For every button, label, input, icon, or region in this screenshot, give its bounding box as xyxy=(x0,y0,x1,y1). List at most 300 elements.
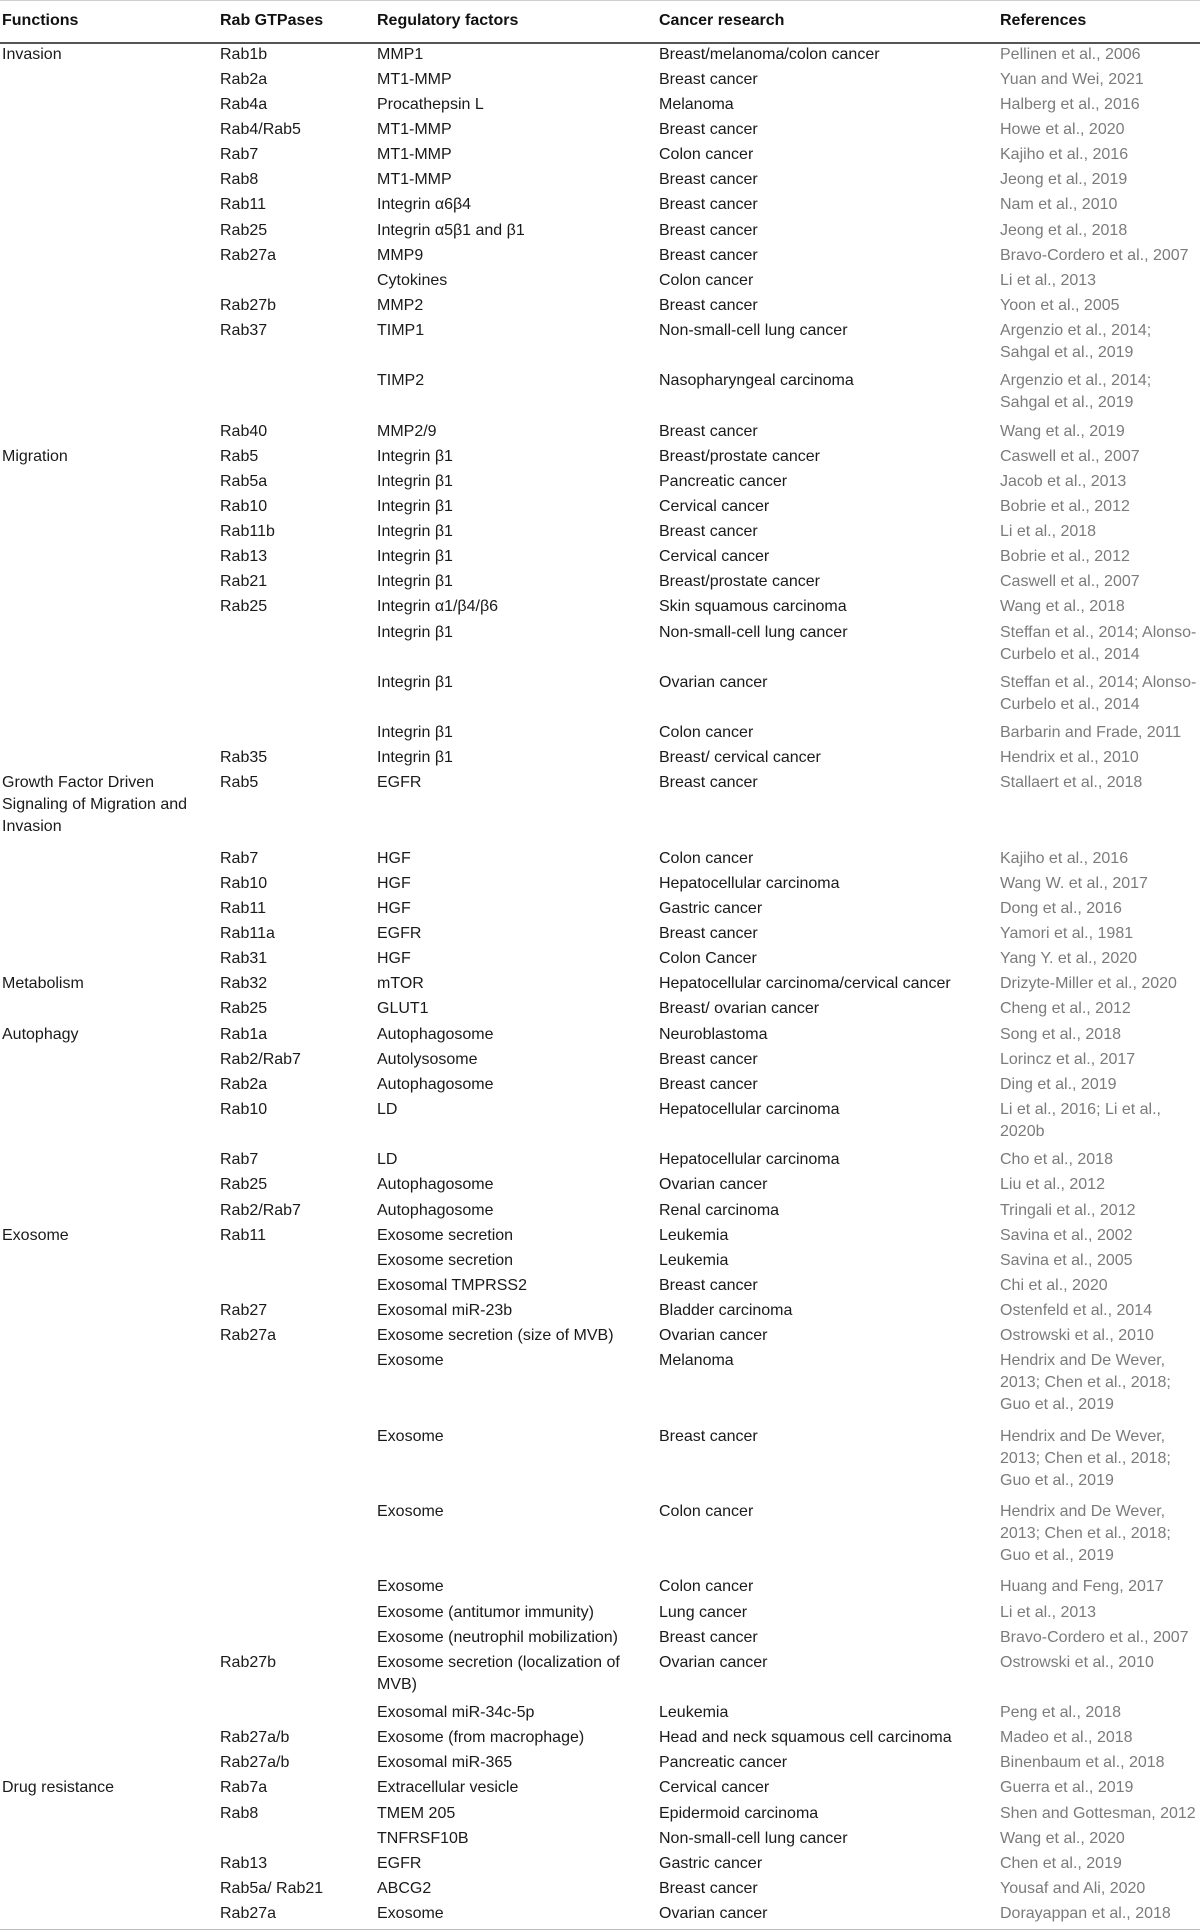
cell-cancer: Hepatocellular carcinoma/cervical cancer xyxy=(659,975,951,993)
cell-reference: Howe et al., 2020 xyxy=(1000,121,1125,139)
cell-regulatory-factor: Integrin α6β4 xyxy=(377,196,472,214)
cell-cancer: Breast cancer xyxy=(659,1050,758,1068)
cell-function xyxy=(0,220,218,245)
cell-reference: Pellinen et al., 2006 xyxy=(1000,45,1141,63)
cell-rab-gtpase: Rab2/Rab7 xyxy=(220,1201,301,1219)
cell-function xyxy=(0,320,218,370)
cell-regulatory-factor: Integrin β1 xyxy=(377,472,453,490)
table-row xyxy=(0,446,1200,471)
cell-reference: Huang and Feng, 2017 xyxy=(1000,1578,1164,1596)
cell-reference: Li et al., 2013 xyxy=(1000,271,1097,289)
cell-cancer: Ovarian cancer xyxy=(657,1903,998,1929)
table-row xyxy=(0,1275,1200,1300)
table-row xyxy=(0,1074,1200,1099)
table-row xyxy=(0,270,1200,295)
table-row xyxy=(0,1250,1200,1275)
cell-reference: Yousaf and Ali, 2020 xyxy=(1000,1879,1146,1897)
cell-regulatory-factor: TIMP1 xyxy=(377,322,425,340)
cell-cancer: Breast cancer xyxy=(659,774,758,792)
cell-cancer: Breast cancer xyxy=(659,296,758,314)
cell-reference: Ostenfeld et al., 2014 xyxy=(1000,1302,1153,1319)
table-row xyxy=(0,1350,1200,1425)
cell-rab-gtpase: Rab10 xyxy=(220,1100,268,1118)
table-row xyxy=(0,672,1200,722)
cell-reference: Bobrie et al., 2012 xyxy=(1000,497,1130,515)
cell-rab-gtpase xyxy=(218,1501,375,1576)
cell-cancer: Ovarian cancer xyxy=(659,1176,768,1194)
cell-regulatory-factor: Autophagosome xyxy=(377,1075,494,1093)
cell-function xyxy=(0,1200,218,1225)
cell-reference: Savina et al., 2005 xyxy=(1000,1251,1133,1269)
cell-cancer: Hepatocellular carcinoma xyxy=(659,1151,840,1169)
cell-rab-gtpase: Rab27 xyxy=(220,1302,268,1319)
cell-cancer: Neuroblastoma xyxy=(659,1025,768,1043)
cell-rab-gtpase: Rab31 xyxy=(220,950,268,968)
cell-cancer: Lung cancer xyxy=(659,1603,748,1621)
cell-regulatory-factor: MT1-MMP xyxy=(377,171,452,189)
cell-function xyxy=(0,270,218,295)
header-functions: Functions xyxy=(0,1,218,43)
cell-rab-gtpase: Rab25 xyxy=(220,1000,268,1018)
cell-rab-gtpase xyxy=(218,1275,375,1300)
cell-reference: Bravo-Cordero et al., 2007 xyxy=(1000,246,1189,264)
cell-reference: Barbarin and Frade, 2011 xyxy=(1000,724,1182,742)
cell-rab-gtpase: Rab10 xyxy=(220,874,268,892)
cell-reference: Bravo-Cordero et al., 2007 xyxy=(1000,1628,1189,1646)
cell-function xyxy=(0,169,218,194)
cell-reference: Savina et al., 2002 xyxy=(1000,1226,1133,1244)
cell-rab-gtpase xyxy=(218,722,375,747)
cell-reference: Madeo et al., 2018 xyxy=(1000,1729,1133,1747)
cell-cancer: Colon cancer xyxy=(659,1503,754,1521)
cell-cancer: Nasopharyngeal carcinoma xyxy=(659,372,854,390)
cell-reference: Steffan et al., 2014; Alonso-Curbelo et al., 2014 xyxy=(1000,623,1197,663)
cell-cancer: Head and neck squamous cell carcinoma xyxy=(659,1729,952,1747)
cell-rab-gtpase: Rab11b xyxy=(220,523,275,541)
cell-rab-gtpase xyxy=(218,1627,375,1652)
cell-rab-gtpase: Rab11 xyxy=(220,196,266,214)
cell-reference: Dong et al., 2016 xyxy=(1000,899,1122,917)
table-row xyxy=(0,1049,1200,1074)
cell-regulatory-factor: Integrin β1 xyxy=(377,548,453,566)
cell-reference: Hendrix and De Wever, 2013; Chen et al., 2018; Guo et al., 2019 xyxy=(1000,1503,1171,1565)
cell-regulatory-factor: MT1-MMP xyxy=(377,70,452,88)
cell-rab-gtpase: Rab11a xyxy=(220,925,275,943)
cell-cancer: Gastric cancer xyxy=(659,1854,763,1872)
cell-function xyxy=(0,69,218,94)
cell-function xyxy=(0,1325,218,1350)
cell-function xyxy=(0,94,218,119)
cell-regulatory-factor: EGFR xyxy=(377,774,422,792)
cell-reference: Cho et al., 2018 xyxy=(1000,1151,1113,1169)
cell-rab-gtpase xyxy=(218,1576,375,1601)
table-row xyxy=(0,772,1200,847)
cell-cancer: Non-small-cell lung cancer xyxy=(659,623,848,641)
cell-rab-gtpase xyxy=(218,1426,375,1501)
cell-reference: Hendrix and De Wever, 2013; Chen et al., 2018; Guo et al., 2019 xyxy=(1000,1352,1171,1414)
cell-regulatory-factor: HGF xyxy=(377,950,411,968)
cell-cancer: Skin squamous carcinoma xyxy=(659,598,847,616)
cell-reference: Shen and Gottesman, 2012 xyxy=(1000,1804,1196,1822)
cell-reference: Ostrowski et al., 2010 xyxy=(1000,1653,1154,1671)
cell-regulatory-factor: Exosomal miR-23b xyxy=(377,1302,513,1319)
cell-regulatory-factor: Integrin β1 xyxy=(377,749,453,767)
table-row xyxy=(0,722,1200,747)
cell-function xyxy=(0,1727,218,1752)
cell-function: Invasion xyxy=(2,45,62,63)
cell-rab-gtpase: Rab32 xyxy=(220,975,268,993)
cell-reference: Song et al., 2018 xyxy=(1000,1025,1121,1043)
cell-reference: Li et al., 2013 xyxy=(1000,1603,1097,1621)
table-row xyxy=(0,1501,1200,1576)
cell-rab-gtpase: Rab4a xyxy=(220,95,268,113)
table-row xyxy=(0,320,1200,370)
table-row xyxy=(0,521,1200,546)
table-row xyxy=(0,69,1200,94)
cell-rab-gtpase: Rab35 xyxy=(220,749,268,767)
cell-cancer: Breast/ ovarian cancer xyxy=(659,1000,820,1018)
table-row xyxy=(0,295,1200,320)
cell-function xyxy=(0,546,218,571)
table-row xyxy=(0,1149,1200,1174)
table-row xyxy=(0,898,1200,923)
cell-reference: Yuan and Wei, 2021 xyxy=(1000,70,1144,88)
cell-regulatory-factor: mTOR xyxy=(377,975,424,993)
cell-regulatory-factor: LD xyxy=(377,1151,398,1169)
table-row xyxy=(0,848,1200,873)
cell-reference: Chi et al., 2020 xyxy=(1000,1276,1108,1294)
cell-reference: Kajiho et al., 2016 xyxy=(1000,849,1129,867)
cell-cancer: Gastric cancer xyxy=(659,899,763,917)
cell-rab-gtpase xyxy=(218,1602,375,1627)
table-row xyxy=(0,1426,1200,1501)
cell-regulatory-factor: MT1-MMP xyxy=(377,146,452,164)
cell-cancer: Breast cancer xyxy=(659,1075,758,1093)
header-cancer-research: Cancer research xyxy=(657,1,998,43)
cell-function xyxy=(0,622,218,672)
cell-reference: Yamori et al., 1981 xyxy=(1000,925,1134,943)
table-row xyxy=(0,1099,1200,1149)
cell-function xyxy=(0,1853,218,1878)
cell-rab-gtpase: Rab1b xyxy=(220,45,268,63)
cell-cancer: Breast/melanoma/colon cancer xyxy=(659,45,880,63)
cell-cancer: Breast cancer xyxy=(659,1879,758,1897)
cell-function xyxy=(0,370,218,420)
cell-rab-gtpase: Rab4/Rab5 xyxy=(220,121,301,139)
table-row xyxy=(0,1803,1200,1828)
cell-cancer: Breast cancer xyxy=(659,1628,758,1646)
cell-function xyxy=(0,1250,218,1275)
cell-cancer: Ovarian cancer xyxy=(659,1327,768,1345)
cell-regulatory-factor: Exosome secretion (size of MVB) xyxy=(377,1327,614,1345)
cell-regulatory-factor: Exosome (antitumor immunity) xyxy=(377,1603,594,1621)
cell-rab-gtpase xyxy=(218,370,375,420)
cell-cancer: Breast cancer xyxy=(659,523,758,541)
cell-function: Exosome xyxy=(2,1226,69,1244)
cell-regulatory-factor: Autophagosome xyxy=(377,1025,494,1043)
cell-function xyxy=(0,873,218,898)
table-row xyxy=(0,245,1200,270)
table-row xyxy=(0,1828,1200,1853)
cell-regulatory-factor: GLUT1 xyxy=(377,1000,429,1018)
cell-rab-gtpase: Rab5 xyxy=(220,447,259,465)
cell-cancer: Colon cancer xyxy=(659,271,754,289)
cell-function xyxy=(0,1275,218,1300)
cell-function xyxy=(0,1149,218,1174)
cell-regulatory-factor: HGF xyxy=(377,874,411,892)
cell-function xyxy=(0,898,218,923)
cell-regulatory-factor: Procathepsin L xyxy=(377,95,484,113)
cell-function xyxy=(0,722,218,747)
table-row xyxy=(0,421,1200,446)
cell-reference: Yang Y. et al., 2020 xyxy=(1000,950,1138,968)
cell-reference: Li et al., 2016; Li et al., 2020b xyxy=(1000,1100,1161,1140)
cell-reference: Peng et al., 2018 xyxy=(1000,1704,1121,1722)
cell-regulatory-factor: Exosome secretion xyxy=(377,1251,514,1269)
cell-regulatory-factor: EGFR xyxy=(377,925,422,943)
table-row xyxy=(0,1702,1200,1727)
table-row xyxy=(0,1903,1200,1929)
cell-function xyxy=(0,119,218,144)
cell-regulatory-factor: Exosomal TMPRSS2 xyxy=(377,1276,527,1294)
cell-reference: Li et al., 2018 xyxy=(1000,523,1097,541)
cell-regulatory-factor: Exosome secretion xyxy=(377,1226,514,1244)
cell-regulatory-factor: Exosome xyxy=(377,1352,444,1370)
cell-function xyxy=(0,144,218,169)
cell-cancer: Hepatocellular carcinoma xyxy=(659,1100,840,1118)
cell-rab-gtpase: Rab21 xyxy=(220,573,268,591)
cell-regulatory-factor: Integrin β1 xyxy=(377,673,453,691)
table-row xyxy=(0,923,1200,948)
cell-regulatory-factor: Exosome xyxy=(377,1427,444,1445)
cell-rab-gtpase: Rab40 xyxy=(220,422,268,440)
cell-rab-gtpase: Rab27a/b xyxy=(220,1754,290,1772)
cell-cancer: Ovarian cancer xyxy=(659,673,768,691)
cell-rab-gtpase: Rab25 xyxy=(220,1176,268,1194)
cell-regulatory-factor: Autophagosome xyxy=(377,1176,494,1194)
cell-regulatory-factor: TIMP2 xyxy=(377,372,425,390)
table-row xyxy=(0,622,1200,672)
table-row xyxy=(0,1225,1200,1250)
cell-reference: Tringali et al., 2012 xyxy=(1000,1201,1136,1219)
cell-function xyxy=(0,1174,218,1199)
cell-regulatory-factor: Integrin β1 xyxy=(377,724,453,742)
cell-function: Autophagy xyxy=(2,1025,79,1043)
cell-function xyxy=(0,1350,218,1425)
table-row xyxy=(0,1200,1200,1225)
cell-regulatory-factor: TNFRSF10B xyxy=(377,1829,469,1847)
cell-cancer: Breast cancer xyxy=(659,196,758,214)
table-row xyxy=(0,370,1200,420)
cell-rab-gtpase: Rab7 xyxy=(220,1151,259,1169)
cell-cancer: Breast/prostate cancer xyxy=(659,447,820,465)
cell-function: Migration xyxy=(2,447,68,465)
cell-cancer: Hepatocellular carcinoma xyxy=(659,874,840,892)
cell-reference: Yoon et al., 2005 xyxy=(1000,296,1120,314)
cell-reference: Hendrix and De Wever, 2013; Chen et al., 2018; Guo et al., 2019 xyxy=(1000,1427,1171,1489)
cell-reference: Chen et al., 2019 xyxy=(1000,1854,1122,1872)
cell-function xyxy=(0,1099,218,1149)
cell-reference: Wang et al., 2020 xyxy=(1000,1829,1125,1847)
cell-rab-gtpase: Rab27b xyxy=(220,296,277,314)
cell-regulatory-factor: MT1-MMP xyxy=(377,121,452,139)
cell-function xyxy=(0,571,218,596)
cell-cancer: Breast/ cervical cancer xyxy=(659,749,821,767)
table-body xyxy=(0,43,1200,1930)
cell-rab-gtpase xyxy=(218,1828,375,1853)
cell-regulatory-factor: MMP2/9 xyxy=(377,422,437,440)
cell-reference: Liu et al., 2012 xyxy=(1000,1176,1105,1194)
table-row xyxy=(0,496,1200,521)
cell-rab-gtpase xyxy=(218,1702,375,1727)
cell-regulatory-factor: Autophagosome xyxy=(377,1201,494,1219)
cell-rab-gtpase xyxy=(218,672,375,722)
cell-function xyxy=(0,421,218,446)
table-row xyxy=(0,1602,1200,1627)
cell-reference: Jeong et al., 2019 xyxy=(1000,171,1128,189)
cell-rab-gtpase: Rab25 xyxy=(220,598,268,616)
cell-regulatory-factor: Integrin α1/β4/β6 xyxy=(377,598,499,616)
cell-rab-gtpase: Rab10 xyxy=(220,497,268,515)
cell-function: Metabolism xyxy=(2,975,84,993)
header-rab-gtpases: Rab GTPases xyxy=(218,1,375,43)
cell-rab-gtpase: Rab27a xyxy=(220,246,277,264)
table-row xyxy=(0,1727,1200,1752)
cell-cancer: Colon cancer xyxy=(659,1578,754,1596)
cell-cancer: Non-small-cell lung cancer xyxy=(659,1829,848,1847)
table-row xyxy=(0,1652,1200,1702)
cell-reference: Wang et al., 2018 xyxy=(1000,598,1125,616)
cell-rab-gtpase xyxy=(218,622,375,672)
cell-function: Drug resistance xyxy=(2,1779,115,1797)
cell-rab-gtpase: Rab2/Rab7 xyxy=(220,1050,301,1068)
cell-rab-gtpase: Rab7a xyxy=(220,1779,268,1797)
table-row xyxy=(0,94,1200,119)
cell-cancer: Colon cancer xyxy=(659,724,754,742)
cell-cancer: Breast cancer xyxy=(659,422,758,440)
header-references: References xyxy=(998,1,1200,43)
table-row xyxy=(0,1300,1200,1325)
cell-rab-gtpase: Rab37 xyxy=(220,322,268,340)
header-row xyxy=(0,1,1200,43)
cell-rab-gtpase: Rab27b xyxy=(220,1653,277,1671)
cell-regulatory-factor: MMP9 xyxy=(377,246,424,264)
cell-function xyxy=(0,1576,218,1601)
table-row xyxy=(0,596,1200,621)
cell-reference: Bobrie et al., 2012 xyxy=(1000,548,1130,566)
cell-rab-gtpase: Rab27a xyxy=(220,1327,277,1345)
cell-reference: Dorayappan et al., 2018 xyxy=(998,1903,1200,1929)
cell-regulatory-factor: Exosome secretion (localization of MVB) xyxy=(377,1653,620,1693)
cell-rab-gtpase xyxy=(218,1250,375,1275)
cell-function xyxy=(0,1074,218,1099)
cell-cancer: Leukemia xyxy=(659,1251,729,1269)
cell-function xyxy=(0,521,218,546)
cell-function xyxy=(0,1300,218,1325)
cell-cancer: Breast cancer xyxy=(659,171,758,189)
cell-reference: Caswell et al., 2007 xyxy=(1000,447,1140,465)
table-row xyxy=(0,220,1200,245)
table-row xyxy=(0,747,1200,772)
table-row xyxy=(0,169,1200,194)
cell-function xyxy=(0,1828,218,1853)
cell-cancer: Cervical cancer xyxy=(659,548,770,566)
cell-regulatory-factor: Exosome xyxy=(377,1503,444,1521)
table-row xyxy=(0,1576,1200,1601)
cell-rab-gtpase: Rab1a xyxy=(220,1025,268,1043)
cell-function xyxy=(0,496,218,521)
table-row xyxy=(0,43,1200,69)
cell-regulatory-factor: TMEM 205 xyxy=(377,1804,456,1822)
cell-cancer: Breast/prostate cancer xyxy=(659,573,820,591)
table-row xyxy=(0,998,1200,1023)
cell-regulatory-factor: Integrin β1 xyxy=(377,573,453,591)
cell-cancer: Cervical cancer xyxy=(659,497,770,515)
cell-reference: Jeong et al., 2018 xyxy=(1000,221,1128,239)
cell-rab-gtpase: Rab5a xyxy=(220,472,268,490)
cell-reference: Caswell et al., 2007 xyxy=(1000,573,1140,591)
cell-reference: Ostrowski et al., 2010 xyxy=(1000,1327,1154,1345)
table-row xyxy=(0,571,1200,596)
table-row xyxy=(0,119,1200,144)
cell-regulatory-factor: Exosome (neutrophil mobilization) xyxy=(377,1628,618,1646)
table-row xyxy=(0,973,1200,998)
cell-function xyxy=(0,1702,218,1727)
cell-rab-gtpase: Rab27a/b xyxy=(220,1729,290,1747)
cell-rab-gtpase: Rab2a xyxy=(220,1075,268,1093)
cell-rab-gtpase: Rab27a xyxy=(218,1903,375,1929)
cell-cancer: Leukemia xyxy=(659,1704,729,1722)
cell-reference: Binenbaum et al., 2018 xyxy=(1000,1754,1165,1772)
table-row xyxy=(0,1325,1200,1350)
cell-cancer: Breast cancer xyxy=(659,70,758,88)
cell-cancer: Breast cancer xyxy=(659,925,758,943)
cell-regulatory-factor: Autolysosome xyxy=(377,1050,478,1068)
cell-reference: Nam et al., 2010 xyxy=(1000,196,1118,214)
cell-reference: Stallaert et al., 2018 xyxy=(1000,774,1143,792)
table-row xyxy=(0,194,1200,219)
cell-function xyxy=(0,923,218,948)
cell-regulatory-factor: Exosome xyxy=(375,1903,657,1929)
cell-regulatory-factor: Integrin β1 xyxy=(377,623,453,641)
cell-regulatory-factor: LD xyxy=(377,1100,398,1118)
cell-regulatory-factor: Exosome (from macrophage) xyxy=(377,1729,585,1747)
cell-regulatory-factor: Integrin β1 xyxy=(377,523,453,541)
cell-cancer: Breast cancer xyxy=(659,1276,758,1294)
cell-rab-gtpase: Rab7 xyxy=(220,146,259,164)
cell-rab-gtpase: Rab5 xyxy=(220,774,259,792)
cell-cancer: Pancreatic cancer xyxy=(659,1754,788,1772)
cell-rab-gtpase xyxy=(218,270,375,295)
cell-function xyxy=(0,1803,218,1828)
cell-function: Growth Factor Driven Signaling of Migration and Invasion xyxy=(2,774,188,836)
cell-cancer: Colon Cancer xyxy=(659,950,757,968)
cell-reference: Cheng et al., 2012 xyxy=(1000,1000,1131,1018)
cell-reference: Argenzio et al., 2014; Sahgal et al., 2019 xyxy=(1000,322,1152,362)
cell-reference: Guerra et al., 2019 xyxy=(1000,1779,1134,1797)
cell-regulatory-factor: Exosomal miR-34c-5p xyxy=(377,1704,535,1722)
cell-rab-gtpase: Rab13 xyxy=(220,548,268,566)
cell-cancer: Leukemia xyxy=(659,1226,729,1244)
cell-cancer: Breast cancer xyxy=(659,221,758,239)
cell-cancer: Breast cancer xyxy=(659,121,758,139)
cell-function xyxy=(0,1652,218,1702)
cell-function xyxy=(0,948,218,973)
cell-function xyxy=(0,295,218,320)
table-row xyxy=(0,1853,1200,1878)
cell-function xyxy=(0,1426,218,1501)
cell-cancer: Ovarian cancer xyxy=(659,1653,768,1671)
